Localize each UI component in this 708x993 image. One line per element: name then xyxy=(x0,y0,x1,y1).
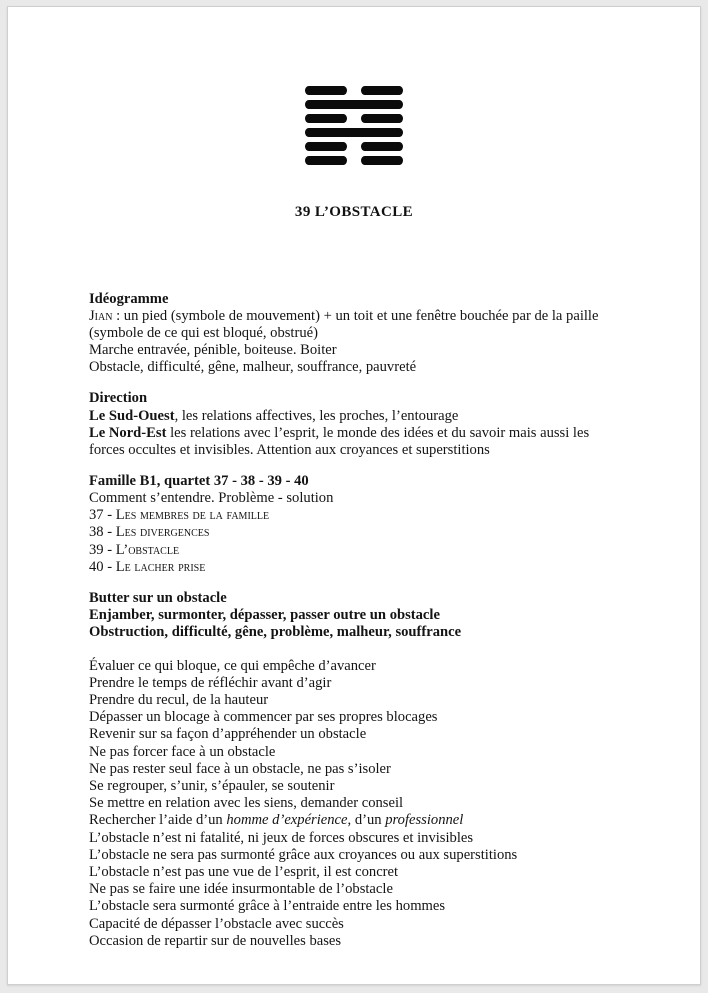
famille-heading: Famille B1, quartet 37 - 38 - 39 - 40 xyxy=(89,472,309,489)
advice-item-aide xyxy=(89,812,619,829)
quartet-item-38-label: Les divergences xyxy=(115,524,210,541)
hexagram-line-3-right xyxy=(361,114,403,123)
advice-item: Capacité de dépasser l’obstacle avec succès xyxy=(89,915,344,932)
hexagram-line-6-left xyxy=(305,156,347,165)
direction-sud-ouest-text: , les relations affectives, les proches, l’entourage xyxy=(174,407,459,424)
advice-item: L’obstacle ne sera pas surmonté grâce aux croyances ou aux superstitions xyxy=(89,846,518,863)
direction-nord-est-text: les relations avec l’esprit, le monde des idées et du savoir mais aussi les forces occultes et invisibles. Attention aux croyances et superstitions xyxy=(89,424,593,458)
hexagram-line-6-right xyxy=(361,156,403,165)
direction-sud-ouest xyxy=(89,408,619,425)
ideogramme-line-4: Obstacle, difficulté, gêne, malheur, souffrance, pauvreté xyxy=(89,359,417,376)
advice-item: L’obstacle n’est pas une vue de l’esprit, il est concret xyxy=(89,863,399,880)
advice-item: Ne pas se faire une idée insurmontable de l’obstacle xyxy=(89,881,393,898)
quartet-item-37 xyxy=(89,507,619,524)
advice-item: Dépasser un blocage à commencer par ses propres blocages xyxy=(89,709,438,726)
advice-aide-middle: , d’un xyxy=(347,812,386,829)
ideogramme-name: Jian xyxy=(89,308,113,325)
hexagram-line-5-right xyxy=(361,142,403,151)
advice-item: L’obstacle sera surmonté grâce à l’entraide entre les hommes xyxy=(89,898,446,915)
quartet-item-38-number: 38 - xyxy=(89,524,116,541)
hexagram-figure xyxy=(9,86,699,165)
quartet-item-39-number: 39 - xyxy=(89,541,116,558)
ideogramme-line-1-rest: : un pied (symbole de mouvement) + un toit et une fenêtre bouchée par de la paille xyxy=(112,308,599,325)
quartet-item-40 xyxy=(89,559,619,576)
direction-heading: Direction xyxy=(89,390,148,407)
hexagram-line-2-bar xyxy=(305,100,403,109)
advice-item: Se regrouper, s’unir, s’épauler, se soutenir xyxy=(89,777,335,794)
hexagram-line-3-left xyxy=(305,114,347,123)
hexagram-line-1 xyxy=(305,86,403,95)
quartet-item-38 xyxy=(89,524,619,541)
section-advice xyxy=(89,658,619,950)
quartet-item-40-label: Le lacher prise xyxy=(115,558,206,575)
advice-item: Prendre du recul, de la hauteur xyxy=(89,691,269,708)
quartet-item-40-number: 40 - xyxy=(89,558,116,575)
direction-sud-ouest-label: Le Sud-Ouest xyxy=(89,407,175,424)
advice-item: Prendre le temps de réfléchir avant d’agir xyxy=(89,674,332,691)
advice-aide-italic-1: homme d’expérience xyxy=(226,812,348,829)
hexagram-line-4 xyxy=(305,128,403,137)
direction-nord-est xyxy=(89,425,619,459)
advice-aide-prefix: Rechercher l’aide d’un xyxy=(89,812,227,829)
hexagram-line-6 xyxy=(305,156,403,165)
advice-item: Ne pas rester seul face à un obstacle, ne pas s’isoler xyxy=(89,760,391,777)
butter-line-2: Enjamber, surmonter, dépasser, passer outre un obstacle xyxy=(89,607,440,624)
hexagram-line-4-bar xyxy=(305,128,403,137)
hexagram-line-2 xyxy=(305,100,403,109)
section-famille xyxy=(89,473,619,576)
advice-item: Ne pas forcer face à un obstacle xyxy=(89,743,276,760)
ideogramme-line-1 xyxy=(89,308,619,325)
section-butter xyxy=(89,590,619,641)
butter-line-1: Butter sur un obstacle xyxy=(89,590,227,607)
advice-item: Occasion de repartir sur de nouvelles bases xyxy=(89,932,342,949)
famille-subtitle: Comment s’entendre. Problème - solution xyxy=(89,489,334,506)
ideogramme-heading: Idéogramme xyxy=(89,291,169,307)
hexagram-line-1-left xyxy=(305,86,347,95)
page-title: 39 L’OBSTACLE xyxy=(294,204,414,220)
quartet-item-37-number: 37 - xyxy=(89,507,116,524)
hexagram-line-5-left xyxy=(305,142,347,151)
advice-item: Évaluer ce qui bloque, ce qui empêche d’avancer xyxy=(89,657,376,674)
hexagram-line-5 xyxy=(305,142,403,151)
hexagram-line-3 xyxy=(305,114,403,123)
quartet-item-39-label: L’obstacle xyxy=(115,541,180,558)
quartet-item-37-label: Les membres de la famille xyxy=(115,507,270,524)
ideogramme-line-3: Marche entravée, pénible, boiteuse. Boiter xyxy=(89,342,337,359)
advice-item: L’obstacle n’est ni fatalité, ni jeux de forces obscures et invisibles xyxy=(89,829,474,846)
direction-nord-est-label: Le Nord-Est xyxy=(89,424,167,441)
advice-item: Revenir sur sa façon d’appréhender un obstacle xyxy=(89,726,367,743)
section-ideogramme xyxy=(89,291,619,376)
butter-line-3: Obstruction, difficulté, gêne, problème, malheur, souffrance xyxy=(89,624,462,641)
advice-item: Se mettre en relation avec les siens, demander conseil xyxy=(89,795,404,812)
quartet-item-39 xyxy=(89,542,619,559)
hexagram-line-1-right xyxy=(361,86,403,95)
document-page xyxy=(9,8,699,983)
advice-aide-italic-2: professionnel xyxy=(385,812,464,829)
ideogramme-line-2: (symbole de ce qui est bloqué, obstrué) xyxy=(89,325,318,342)
section-direction xyxy=(89,390,619,458)
document-body xyxy=(89,291,619,950)
